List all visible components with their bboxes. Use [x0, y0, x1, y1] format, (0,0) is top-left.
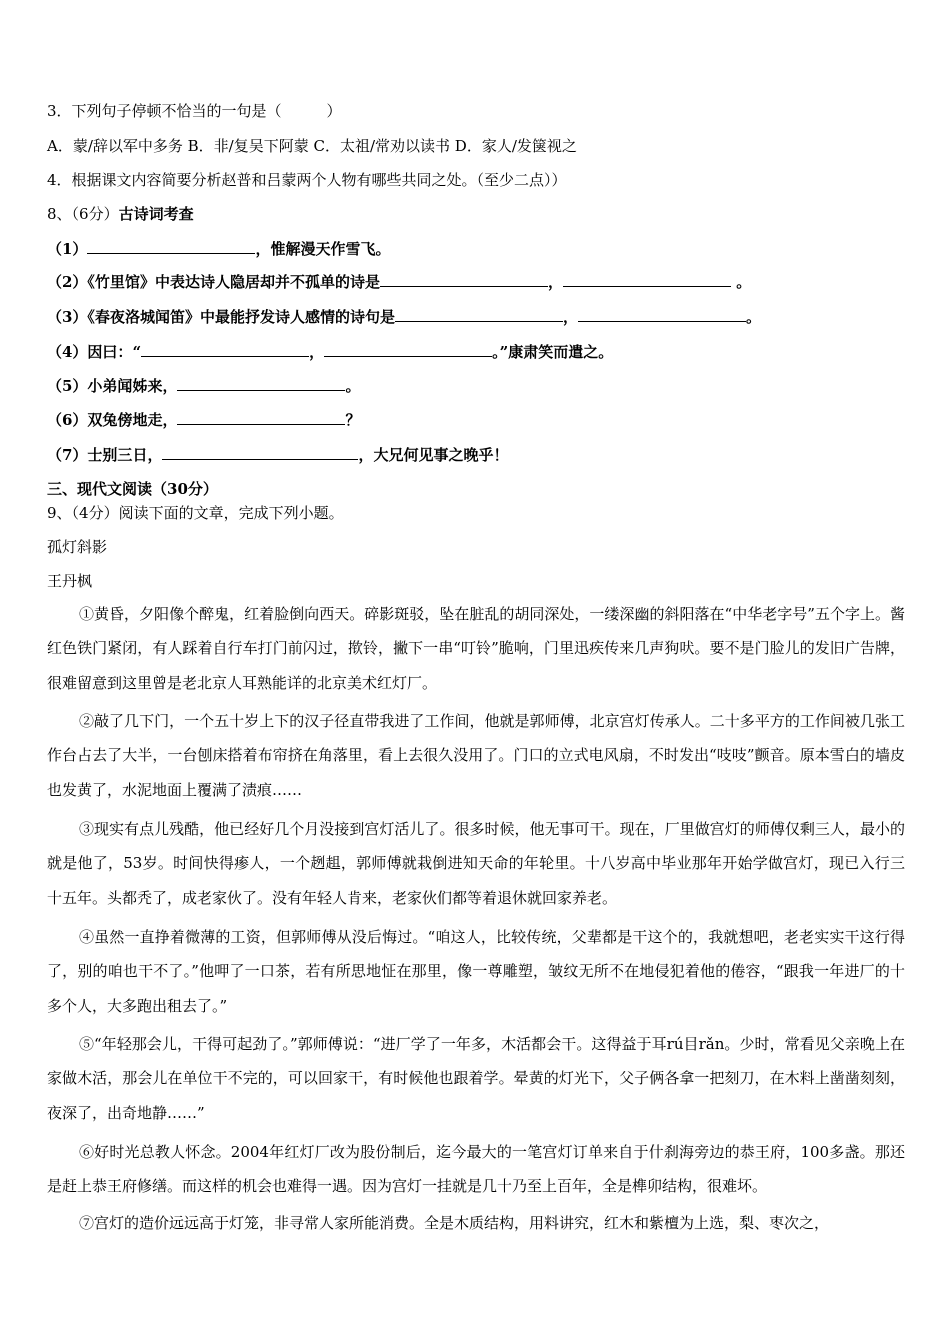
- answer-blank[interactable]: [87, 239, 255, 254]
- answer-blank[interactable]: [380, 272, 548, 287]
- q8-item-4: [47, 342, 910, 362]
- article-paragraph-1: [47, 597, 905, 700]
- article-paragraph-2: [47, 704, 905, 807]
- article-paragraph-6-text: ⑥好时光总教人怀念。2004年红灯厂改为股份制后，迄今最大的一笔宫灯订单来自于什刹海旁边的恭王府，100多盏。那还是赶上恭王府修缮。而这样的机会也难得一遇。因为宫灯一挂就是几十乃至上百年，全是榫卯结构，很难坏。: [47, 1143, 905, 1196]
- q8-item-2-mid: ，: [547, 273, 563, 291]
- answer-blank[interactable]: [177, 376, 345, 391]
- section3-title: 三、现代文阅读（30分）: [47, 480, 218, 498]
- q8-item-6-pre: （6）双兔傍地走，: [47, 411, 178, 429]
- article-title: 孤灯斜影: [47, 538, 108, 556]
- answer-blank[interactable]: [141, 342, 309, 357]
- q8-item-4-pre: （4）因曰：“: [47, 343, 142, 361]
- article-paragraph-4: [47, 920, 905, 1023]
- q8-item-2-post: 。: [730, 273, 752, 291]
- q8-item-4-post: 。”康肃笑而遣之。: [492, 343, 614, 361]
- article-paragraph-6: [47, 1135, 905, 1204]
- q8-item-1-post: ，惟解漫天作雪飞。: [255, 240, 391, 258]
- q8-item-4-mid: ，: [309, 343, 325, 361]
- q8-item-2: [47, 272, 910, 292]
- q9-stem: 9、（4分）阅读下面的文章，完成下列小题。: [47, 504, 344, 522]
- answer-blank[interactable]: [578, 307, 746, 322]
- article-paragraph-2-text: ②敲了几下门，一个五十岁上下的汉子径直带我进了工作间，他就是郭师傅，北京宫灯传承人。二十多平方的工作间被几张工作台占去了大半，一台刨床搭着布帘挤在角落里，看上去很久没用了。门口的立式电风扇，不时发出“吱吱”颤音。原本雪白的墙皮也发黄了，水泥地面上覆满了渍痕……: [47, 712, 905, 799]
- answer-blank[interactable]: [563, 272, 731, 287]
- article-paragraph-1-text: ①黄昏，夕阳像个醉鬼，红着脸倒向西天。碎影斑驳，坠在脏乱的胡同深处，一缕深幽的斜阳落在“中华老字号”五个字上。酱红色铁门紧闭，有人踩着自行车打门前闪过，揿铃，撇下一串“叮铃”脆响，门里迅疾传来几声狗吠。要不是门脸儿的发旧广告牌，很难留意到这里曾是老北京人耳熟能详的北京美术红灯厂。: [47, 605, 905, 692]
- answer-blank[interactable]: [395, 307, 563, 322]
- q8-item-7-pre: （7）士别三日，: [47, 446, 163, 464]
- article-paragraph-7: [47, 1206, 905, 1240]
- article-paragraph-7-text: ⑦宫灯的造价远远高于灯笼，非寻常人家所能消费。全是木质结构，用料讲究，红木和紫檀为上选，梨、枣次之，: [79, 1214, 830, 1232]
- q8-item-2-pre: （2）《竹里馆》中表达诗人隐居却并不孤单的诗是: [47, 273, 380, 291]
- article-paragraph-5: [47, 1027, 905, 1130]
- q8-item-7: [47, 445, 910, 465]
- article-paragraph-3: [47, 812, 905, 915]
- q8-item-1-pre: （1）: [47, 240, 88, 258]
- q8-item-6-post: ？: [345, 411, 361, 429]
- q8-heading: [47, 204, 910, 224]
- q3-options: A．蒙/辞以军中多务 B．非/复吴下阿蒙 C．太祖/常劝以读书 D．家人/发箧视之: [47, 137, 577, 155]
- answer-blank[interactable]: [324, 342, 492, 357]
- article-paragraph-4-text: ④虽然一直挣着微薄的工资，但郭师傅从没后悔过。“咱这人，比较传统，父辈都是干这个的，我就想吧，老老实实干这行得了，别的咱也干不了。”他呷了一口茶，若有所思地怔在那里，像一尊雕塑，皱纹无所不在地侵犯着他的倦容，“跟我一年进厂的十多个人，大多跑出租去了。”: [47, 928, 905, 1015]
- q8-heading-prefix: 8、（6分）: [47, 205, 119, 223]
- q8-item-3-mid: ，: [562, 308, 578, 326]
- q3-stem: 3．下列句子停顿不恰当的一句是（ ）: [47, 102, 342, 120]
- q8-item-5-post: 。: [345, 377, 361, 395]
- q8-item-3-post: 。: [745, 308, 761, 326]
- q8-item-5-pre: （5）小弟闻姊来，: [47, 377, 178, 395]
- q8-item-5: [47, 376, 910, 396]
- q8-heading-title: 古诗词考查: [118, 205, 194, 223]
- article-paragraph-5-text: ⑤“年轻那会儿，干得可起劲了。”郭师傅说：“进厂学了一年多，木活都会干。这得益于耳rú目rǎn。少时，常看见父亲晚上在家做木活，那会儿在单位干不完的，可以回家干，有时候他也跟着学。晕黄的灯光下，父子俩各拿一把刻刀，在木料上凿凿刻刻，夜深了，出奇地静……”: [47, 1035, 905, 1122]
- article-author: 王丹枫: [47, 572, 93, 590]
- answer-blank[interactable]: [162, 445, 358, 460]
- q8-item-3-pre: （3）《春夜洛城闻笛》中最能抒发诗人感情的诗句是: [47, 308, 395, 326]
- article-paragraph-3-text: ③现实有点儿残酷，他已经好几个月没接到宫灯活儿了。很多时候，他无事可干。现在，厂里做宫灯的师傅仅剩三人，最小的就是他了，53岁。时间快得瘆人，一个趔趄，郭师傅就栽倒进知天命的年轮里。十八岁高中毕业那年开始学做宫灯，现已入行三十五年。头都秃了，成老家伙了。没有年轻人肯来，老家伙们都等着退休就回家养老。: [47, 820, 905, 907]
- q8-item-1: [47, 239, 910, 259]
- q8-item-6: [47, 410, 910, 430]
- answer-blank[interactable]: [177, 410, 345, 425]
- q8-item-7-post: ，大兄何见事之晚乎！: [358, 446, 509, 464]
- q4-stem: 4．根据课文内容简要分析赵普和吕蒙两个人物有哪些共同之处。（至少二点））: [47, 171, 567, 189]
- q8-item-3: [47, 307, 910, 327]
